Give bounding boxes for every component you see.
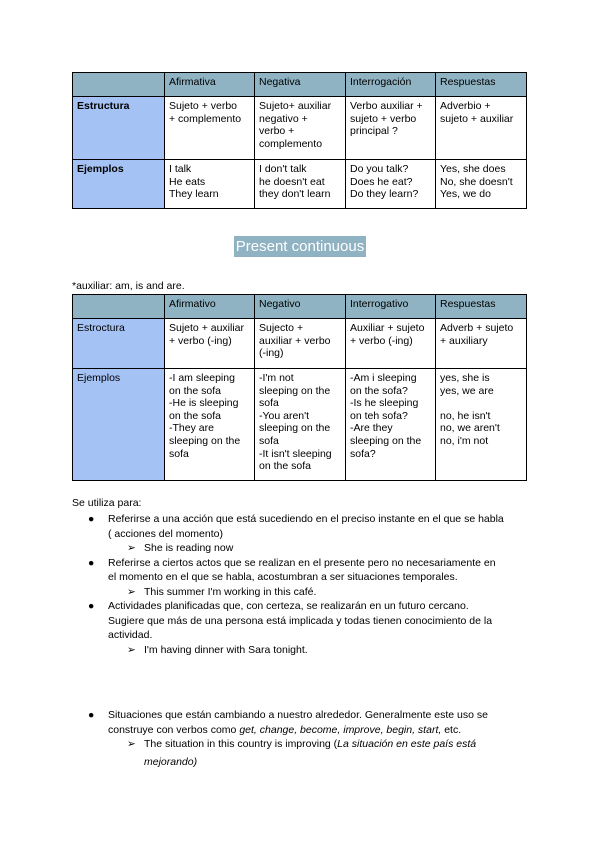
item-line: el momento en el que se habla, acostumbran a ser situaciones temporales. bbox=[108, 571, 458, 583]
item-line: Actividades planificadas que, con certeza, se realizarán en un futuro cercano. bbox=[108, 600, 469, 612]
cell-line: Yes, we do bbox=[440, 188, 491, 201]
header-cell: Afirmativa bbox=[165, 73, 255, 97]
header-cell: Respuestas bbox=[436, 73, 527, 97]
cell-line: No, she doesn't bbox=[440, 175, 513, 188]
table-cell bbox=[255, 97, 346, 160]
row-label: Estroctura bbox=[73, 319, 165, 369]
cell-line: -I'm not bbox=[259, 372, 294, 384]
example-text: This summer I'm working in this café. bbox=[144, 585, 317, 598]
uses-intro: Se utiliza para: bbox=[72, 497, 142, 509]
cell-line: Auxiliar + sujeto bbox=[350, 322, 425, 334]
cell-line: + auxiliary bbox=[440, 334, 488, 347]
bullet-icon: ● bbox=[88, 600, 95, 612]
header-cell: Interrogación bbox=[346, 73, 436, 97]
header-cell: Negativa bbox=[255, 73, 346, 97]
table-cell bbox=[255, 160, 346, 209]
table-cell bbox=[165, 160, 255, 209]
cell-line: -Is he sleeping bbox=[350, 397, 419, 410]
table-cell bbox=[165, 369, 255, 481]
table-cell bbox=[165, 97, 255, 160]
cell-line: -It isn't sleeping bbox=[259, 447, 332, 460]
cell-line: -You aren't bbox=[259, 409, 310, 422]
cell-line: Sujeto + verbo bbox=[169, 100, 238, 112]
header-cell: Respuestas bbox=[436, 295, 527, 319]
item-line: actividad. bbox=[108, 629, 153, 641]
cell-line: on the sofa bbox=[169, 384, 221, 397]
cell-line: yes, she is bbox=[440, 372, 490, 384]
cell-line: Sujeto + auxiliar bbox=[169, 322, 245, 334]
example-translation-end: mejorando) bbox=[144, 755, 198, 768]
cell-line: complemento bbox=[259, 137, 323, 150]
verbs-italic: get, change, become, improve, begin, start, bbox=[239, 723, 442, 736]
cell-line: no, he isn't bbox=[440, 409, 491, 422]
bullet-icon: ● bbox=[88, 556, 95, 569]
simple-present-table bbox=[72, 72, 527, 209]
cell-line: Sujecto + bbox=[259, 322, 304, 334]
list-item bbox=[72, 556, 532, 585]
section-title-wrap bbox=[0, 236, 600, 257]
header-cell: Interrogativo bbox=[346, 295, 436, 319]
bullet-icon: ● bbox=[88, 709, 95, 721]
cell-line: -They are bbox=[169, 422, 214, 435]
table-row bbox=[73, 319, 527, 369]
cell-line: verbo + bbox=[259, 125, 295, 138]
cell-line: + verbo (-ing) bbox=[350, 334, 413, 347]
example-text: I'm having dinner with Sara tonight. bbox=[144, 643, 308, 656]
cell-line: on teh sofa? bbox=[350, 409, 408, 422]
arrow-icon: ➢ bbox=[127, 643, 136, 656]
example-text: The situation in this country is improving ( bbox=[144, 738, 338, 750]
section-title: Present continuous bbox=[235, 238, 365, 255]
header-cell: Afirmativo bbox=[165, 295, 255, 319]
cell-line: no, we aren't bbox=[440, 422, 500, 435]
cell-line: + verbo (-ing) bbox=[169, 334, 232, 347]
cell-line: on the sofa? bbox=[350, 384, 408, 397]
example-translation: La situación en este país está bbox=[337, 738, 477, 750]
row-label: Estructura bbox=[73, 97, 165, 160]
cell-line bbox=[440, 397, 522, 410]
cell-line: He eats bbox=[169, 175, 206, 188]
cell-line: -I am sleeping bbox=[169, 372, 235, 384]
cell-line: -Are they bbox=[350, 422, 393, 435]
arrow-icon: ➢ bbox=[127, 542, 136, 554]
header-cell bbox=[73, 295, 165, 319]
item-line: Referirse a ciertos actos que se realizan en el presente pero no necesariamente en bbox=[108, 556, 496, 569]
cell-line: I don't talk bbox=[259, 163, 307, 175]
cell-line: sofa bbox=[169, 447, 189, 460]
table-cell bbox=[346, 160, 436, 209]
cell-line: Does he eat? bbox=[350, 175, 413, 188]
cell-line: -Am i sleeping bbox=[350, 372, 417, 384]
example-translation-cont bbox=[144, 755, 532, 770]
table-cell bbox=[346, 369, 436, 481]
header-cell: Negativo bbox=[255, 295, 346, 319]
cell-line: They learn bbox=[169, 188, 219, 201]
cell-line: -He is sleeping bbox=[169, 397, 239, 410]
cell-line: sofa bbox=[259, 434, 279, 447]
example-item bbox=[72, 737, 532, 769]
cell-line: auxiliar + verbo bbox=[259, 334, 331, 347]
auxiliary-note: *auxiliar: am, is and are. bbox=[72, 280, 185, 292]
cell-line: Do they learn? bbox=[350, 188, 419, 201]
item-line: ( acciones del momento) bbox=[108, 527, 223, 540]
table-cell bbox=[346, 319, 436, 369]
table-cell bbox=[436, 319, 527, 369]
table-cell bbox=[346, 97, 436, 160]
table-cell bbox=[255, 319, 346, 369]
cell-line: no, i'm not bbox=[440, 434, 489, 447]
cell-line: I talk bbox=[169, 163, 192, 175]
cell-line: on the sofa bbox=[259, 460, 311, 473]
row-label: Ejemplos bbox=[73, 369, 165, 481]
item-line: Referirse a una acción que está sucediendo en el preciso instante en el que se habla bbox=[108, 513, 504, 525]
header-cell bbox=[73, 73, 165, 97]
cell-line: on the sofa bbox=[169, 409, 221, 422]
cell-line: Verbo auxiliar + bbox=[350, 100, 423, 112]
table-cell bbox=[436, 160, 527, 209]
cell-line: principal ? bbox=[350, 125, 398, 138]
cell-line: sujeto + verbo bbox=[350, 112, 417, 125]
item-text: etc. bbox=[444, 723, 462, 736]
item-text: construye con verbos como bbox=[108, 723, 237, 736]
arrow-icon: ➢ bbox=[127, 585, 136, 598]
list-item bbox=[72, 512, 532, 541]
uses-list bbox=[72, 512, 532, 657]
item-line bbox=[108, 723, 532, 738]
item-line: Situaciones que están cambiando a nuestro alrededor. Generalmente este uso se bbox=[108, 709, 488, 721]
cell-line: sleeping on the bbox=[259, 422, 331, 435]
example-text: She is reading now bbox=[144, 542, 234, 554]
cell-line: Do you talk? bbox=[350, 163, 409, 175]
list-item bbox=[72, 708, 532, 737]
table-row bbox=[73, 160, 527, 209]
table-row bbox=[73, 369, 527, 481]
cell-line: sleeping on the bbox=[350, 434, 422, 447]
table-cell bbox=[255, 369, 346, 481]
cell-line: Adverb + sujeto bbox=[440, 322, 514, 334]
bullet-icon: ● bbox=[88, 513, 95, 525]
item-line: Sugiere que más de una persona está implicada y todas tienen conocimiento de la bbox=[108, 614, 493, 627]
table-cell bbox=[436, 369, 527, 481]
list-item bbox=[72, 599, 532, 643]
cell-line: Yes, she does bbox=[440, 163, 506, 175]
cell-line: yes, we are bbox=[440, 384, 494, 397]
example-item bbox=[72, 541, 532, 556]
cell-line: they don't learn bbox=[259, 188, 331, 201]
cell-line: sofa bbox=[259, 397, 279, 410]
cell-line: sofa? bbox=[350, 447, 376, 460]
table-cell bbox=[436, 97, 527, 160]
example-item bbox=[72, 585, 532, 600]
table-cell bbox=[165, 319, 255, 369]
cell-line: Adverbio + bbox=[440, 100, 491, 112]
table-header-row bbox=[73, 295, 527, 319]
cell-line: (-ing) bbox=[259, 347, 284, 360]
present-continuous-table bbox=[72, 294, 527, 481]
table-row bbox=[73, 97, 527, 160]
cell-line: negativo + bbox=[259, 112, 308, 125]
cell-line: sujeto + auxiliar bbox=[440, 112, 514, 125]
cell-line: he doesn't eat bbox=[259, 175, 325, 188]
row-label: Ejemplos bbox=[73, 160, 165, 209]
cell-line: sleeping on the bbox=[169, 434, 241, 447]
cell-line: + complemento bbox=[169, 112, 242, 125]
example-item bbox=[72, 643, 532, 658]
arrow-icon: ➢ bbox=[127, 738, 136, 750]
uses-list-continued bbox=[72, 708, 532, 769]
cell-line: sleeping on the bbox=[259, 384, 331, 397]
table-header-row bbox=[73, 73, 527, 97]
cell-line: Sujeto+ auxiliar bbox=[259, 100, 332, 112]
